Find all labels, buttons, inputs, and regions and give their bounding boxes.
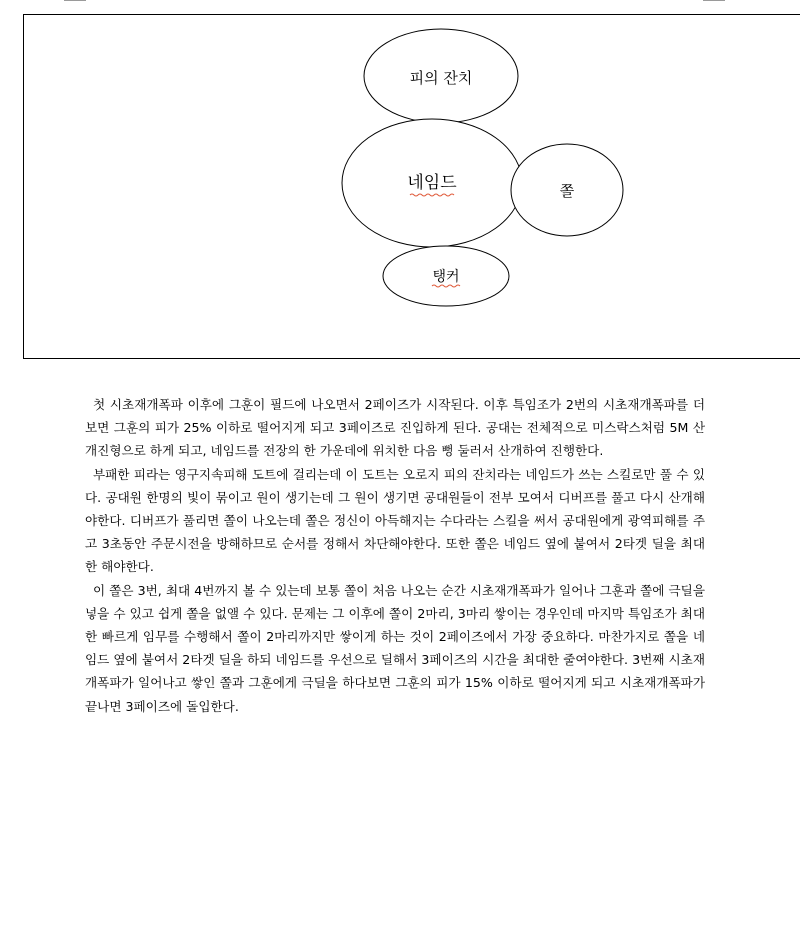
paragraph: 첫 시초재개폭파 이후에 그훈이 필드에 나오면서 2페이즈가 시작된다. 이후 특임조가 2번의 시초재개폭파를 더 보면 그훈의 피가 25% 이하로 떨어지게 되고 3페이즈로 진입하게 된다. 공대는 전체적으로 미스락스처럼 5M 산개진형으로 하게 되고, 네임드를 전장의 한 가운데에 위치한 다음 뻥 둘러서 산개하여 진행한다. xyxy=(85,397,705,459)
node-label-add: 쫄 xyxy=(559,182,575,200)
node-label-tank: 탱커 xyxy=(432,269,460,285)
paragraph: 이 쫄은 3번, 최대 4번까지 볼 수 있는데 보통 쫄이 처음 나오는 순간 시초재개폭파가 일어나 그훈과 쫄에 극딜을 넣을 수 있고 쉽게 쫄을 없앨 수 있다. 문제는 그 이후에 쫄이 2마리, 3마리 쌓이는 경우인데 마지막 특임조가 최대한 빠르게 임무를 수행해서 쫄이 2마리까지만 쌓이게 하는 것이 2페이즈에서 가장 중요하다. 마찬가지로 쫄을 네임드 옆에 붙여서 2타겟 딜을 하되 네임드를 우선으로 딜해서 3페이즈의 시간을 최대한 줄여야한다. 3번째 시초재개폭파가 일어나고 쌓인 쫄과 그훈에게 극딜을 하다보면 그훈의 피가 15% 이하로 떨어지게 되고 시초재개폭파가 끝나면 3페이즈에 돌입한다. xyxy=(85,582,705,714)
node-label-named-boss: 네임드 xyxy=(407,173,457,193)
diagram xyxy=(0,0,800,360)
body-text xyxy=(85,393,705,718)
node-label-feast-of-blood: 피의 잔치 xyxy=(409,69,473,87)
paragraph: 부패한 피라는 영구지속피해 도트에 걸리는데 이 도트는 오로지 피의 잔치라는 네임드가 쓰는 스킬로만 풀 수 있다. 공대원 한명의 빛이 묶이고 원이 생기는데 그 원이 생기면 공대원들이 전부 모여서 디버프를 풀고 다시 산개해야한다. 디버프가 풀리면 쫄이 나오는데 쫄은 정신이 아득해지는 수다라는 스킬을 써서 공대원에게 광역피해를 주고 3초동안 주문시전을 방해하므로 순서를 정해서 차단해야한다. 또한 쫄은 네임드 옆에 붙여서 2타겟 딜을 최대한 해야한다. xyxy=(85,466,705,575)
